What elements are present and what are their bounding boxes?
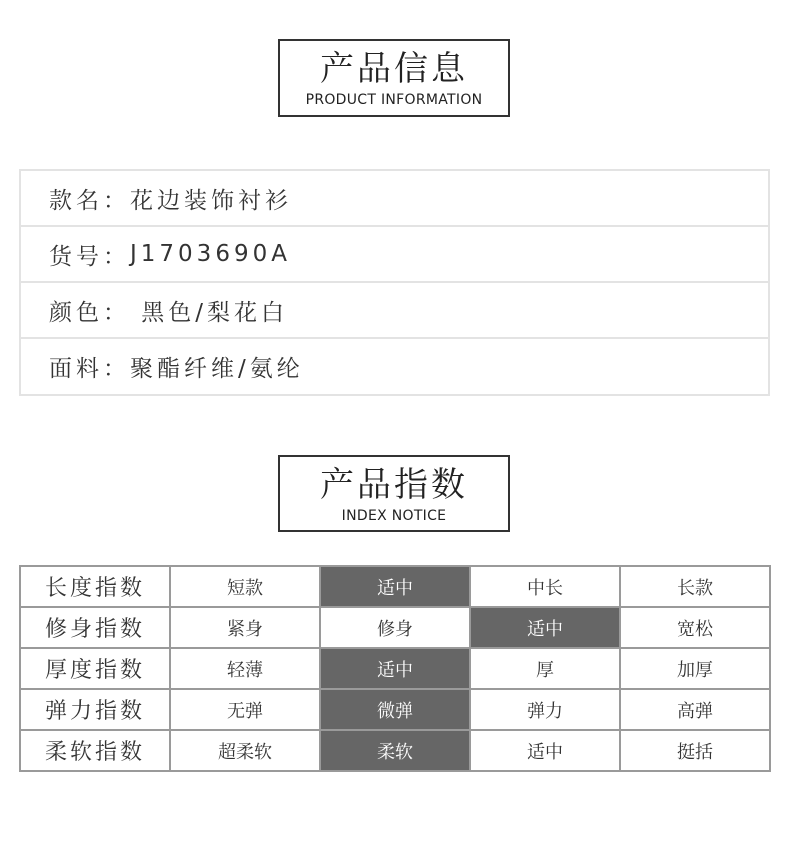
info-label: 面料： [49, 356, 130, 382]
index-option: 加厚 [620, 648, 770, 689]
index-option: 无弹 [170, 689, 320, 730]
index-option-selected: 柔软 [320, 730, 470, 771]
index-option-selected: 适中 [320, 648, 470, 689]
index-option-selected: 适中 [320, 566, 470, 607]
product-index-title: 产品指数 [320, 465, 468, 505]
index-option: 紧身 [170, 607, 320, 648]
index-option: 轻薄 [170, 648, 320, 689]
index-option: 长款 [620, 566, 770, 607]
index-option: 厚 [470, 648, 620, 689]
index-row-label: 长度指数 [20, 566, 170, 607]
info-label: 款名： [49, 187, 130, 214]
index-option: 弹力 [470, 689, 620, 730]
info-row-style-name [21, 171, 768, 227]
info-value: 花边装饰衬衫 [130, 187, 292, 214]
index-option: 修身 [320, 607, 470, 648]
product-info-table [19, 169, 770, 396]
product-index-subtitle: INDEX NOTICE [341, 508, 447, 524]
info-value: 黑色/梨花白 [130, 299, 289, 326]
index-row-softness [20, 730, 770, 771]
index-row-label: 厚度指数 [20, 648, 170, 689]
index-row-label: 修身指数 [20, 607, 170, 648]
index-option: 高弹 [620, 689, 770, 730]
index-row-fit [20, 607, 770, 648]
index-option: 挺括 [620, 730, 770, 771]
index-option-selected: 适中 [470, 607, 620, 648]
info-value: 聚酯纤维/氨纶 [130, 356, 304, 382]
info-label: 颜色： [49, 299, 130, 326]
index-option: 超柔软 [170, 730, 320, 771]
index-row-length [20, 566, 770, 607]
index-row-label: 柔软指数 [20, 730, 170, 771]
index-option: 中长 [470, 566, 620, 607]
index-row-label: 弹力指数 [20, 689, 170, 730]
index-option-selected: 微弹 [320, 689, 470, 730]
index-option: 适中 [470, 730, 620, 771]
info-value: J1703690A [130, 241, 291, 267]
index-row-elasticity [20, 689, 770, 730]
product-index-title-box [278, 455, 510, 532]
info-row-fabric [21, 339, 768, 394]
index-option: 短款 [170, 566, 320, 607]
product-info-title: 产品信息 [320, 49, 468, 89]
index-row-thickness [20, 648, 770, 689]
index-option: 宽松 [620, 607, 770, 648]
info-row-color [21, 283, 768, 339]
product-info-subtitle: PRODUCT INFORMATION [305, 92, 483, 108]
product-info-title-box [278, 39, 510, 117]
info-row-item-number [21, 227, 768, 283]
info-label: 货号： [49, 243, 130, 270]
product-index-table [19, 565, 771, 772]
